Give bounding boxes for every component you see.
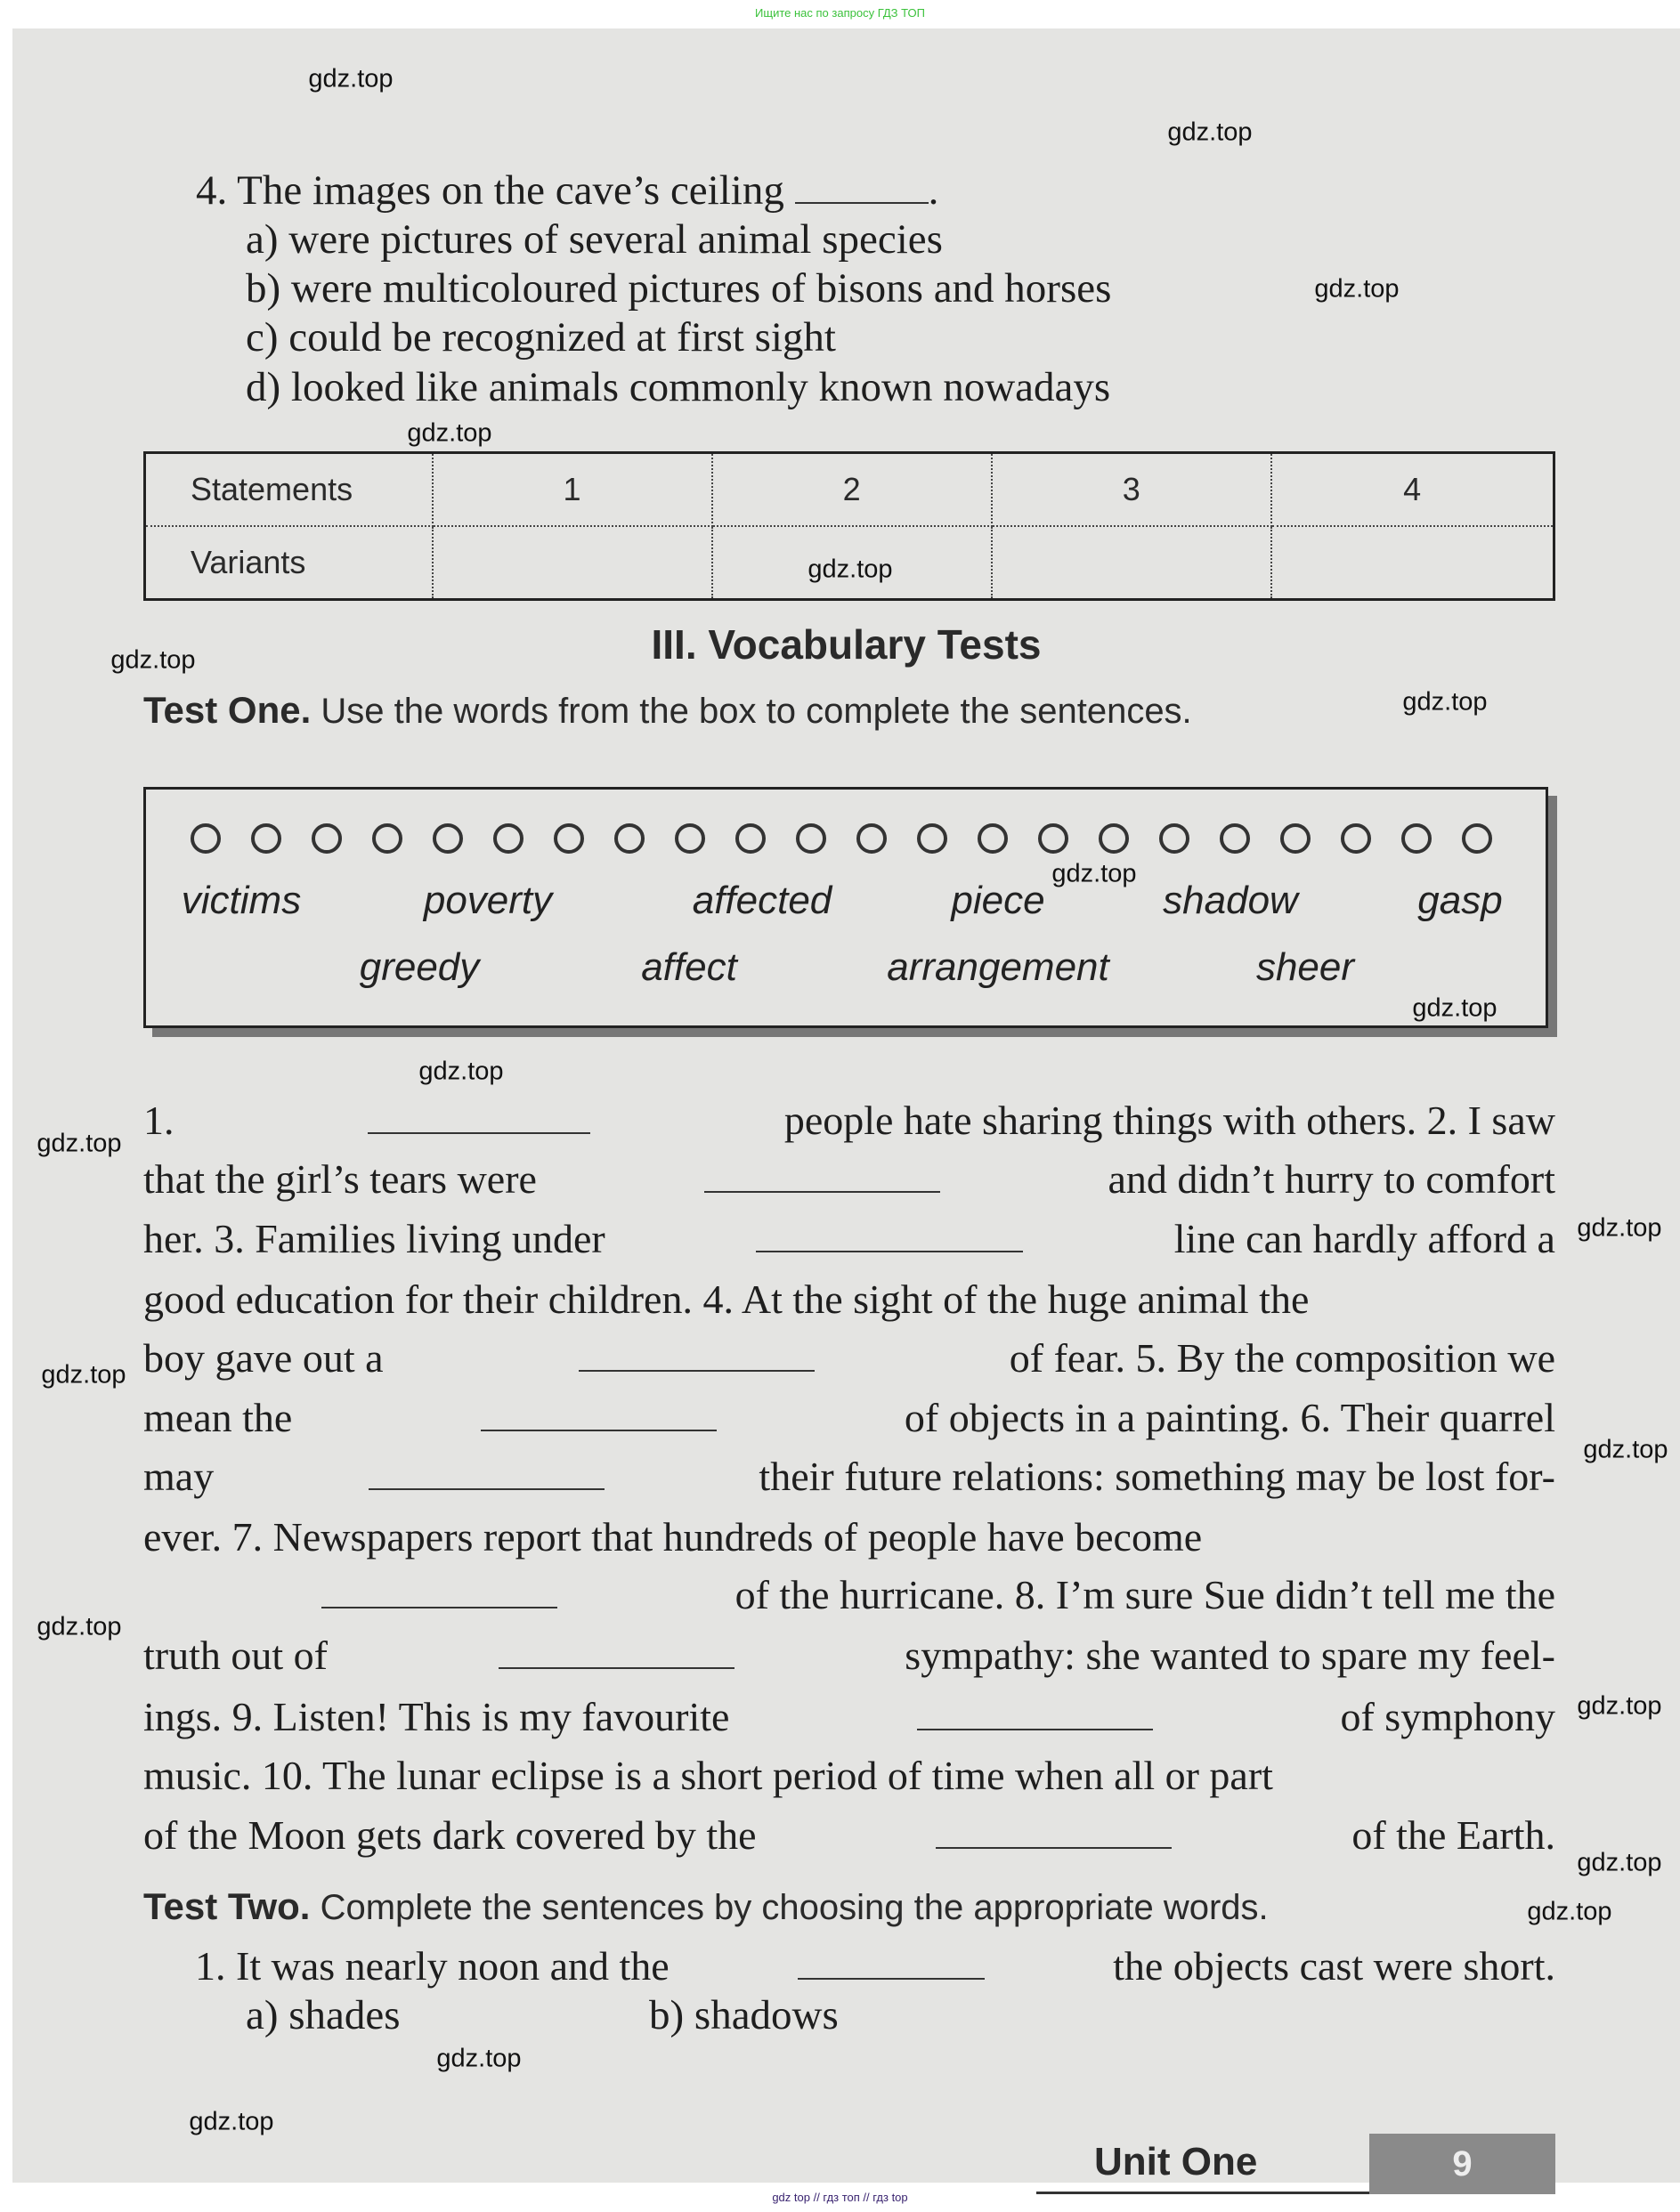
paragraph-line: [143, 1571, 1555, 1618]
paragraph-line: [143, 1752, 1555, 1799]
variant-cell[interactable]: [992, 526, 1271, 600]
line-text: people hate sharing things with others. 2. I saw: [783, 1098, 1555, 1143]
line-text: of objects in a painting. 6. Their quarrel: [904, 1395, 1555, 1440]
watermark: gdz.top: [1412, 993, 1497, 1023]
watermark: gdz.top: [1527, 1897, 1612, 1926]
ring-icon: [735, 823, 766, 854]
box-word: victims: [181, 879, 302, 922]
ring-icon: [1280, 823, 1311, 854]
variant-cell[interactable]: [433, 526, 712, 600]
test-two-label: Test Two.: [143, 1885, 311, 1927]
answer-blank: [917, 1698, 1153, 1730]
watermark: gdz.top: [110, 645, 196, 675]
ring-icon: [372, 823, 402, 854]
ring-icon: [1099, 823, 1129, 854]
question-4-stem: 4. The images on the cave’s ceiling: [196, 167, 784, 214]
ring-icon: [796, 823, 826, 854]
watermark: gdz.top: [189, 2107, 274, 2136]
ring-binding: [191, 823, 1492, 854]
ring-icon: [1341, 823, 1371, 854]
watermark: gdz.top: [808, 555, 893, 584]
paragraph-line: [143, 1811, 1555, 1859]
ring-icon: [433, 823, 463, 854]
line-text: sympathy: she wanted to spare my feel-: [905, 1633, 1555, 1678]
answer-blank: [499, 1637, 734, 1669]
paragraph-line: [143, 1276, 1555, 1323]
line-text: that the girl’s tears were: [143, 1156, 537, 1202]
watermark: gdz.top: [1051, 859, 1137, 888]
line-text: their future relations: something may be lost for-: [759, 1454, 1555, 1499]
watermark: gdz.top: [418, 1057, 504, 1086]
ring-icon: [978, 823, 1008, 854]
line-text: of the Moon gets dark covered by the: [143, 1812, 757, 1858]
watermark: gdz.top: [1577, 1691, 1662, 1721]
test-one-instruction: Use the words from the box to complete the sentences.: [321, 692, 1192, 731]
ring-icon: [856, 823, 887, 854]
line-text: may: [143, 1454, 215, 1499]
row-label-statements: Statements: [145, 453, 434, 527]
line-text: music. 10. The lunar eclipse is a short period of time when all or part: [143, 1753, 1273, 1798]
option-b: b) were multicoloured pictures of bisons and horses: [246, 265, 1112, 312]
box-word: shadow: [1163, 879, 1298, 922]
box-word: piece: [951, 879, 1045, 922]
ring-icon: [614, 823, 645, 854]
variant-cell[interactable]: [1271, 526, 1554, 600]
page-number: 9: [1369, 2134, 1555, 2194]
line-text: and didn’t hurry to comfort: [1108, 1156, 1555, 1202]
line-text: line can hardly afford a: [1173, 1216, 1555, 1261]
ring-icon: [312, 823, 342, 854]
question-4: [196, 166, 938, 215]
ring-icon: [1220, 823, 1250, 854]
paragraph-line: [143, 1215, 1555, 1262]
option-b: b) shadows: [649, 1992, 839, 2038]
answer-blank: [704, 1161, 940, 1193]
answer-blank: [756, 1220, 1023, 1252]
option-d: d) looked like animals commonly known nowadays: [246, 364, 1111, 410]
box-word: poverty: [423, 879, 553, 922]
paragraph-line: [143, 1097, 1555, 1144]
line-text: ever. 7. Newspapers report that hundreds of people have become: [143, 1514, 1203, 1560]
word-box: [143, 787, 1548, 1028]
option-a: a) were pictures of several animal species: [246, 216, 943, 263]
column-1: 1: [433, 453, 712, 527]
answer-blank: [321, 1576, 557, 1608]
test-two-question-1: [195, 1942, 1555, 1989]
watermark: gdz.top: [1402, 687, 1488, 717]
ring-icon: [675, 823, 705, 854]
box-word: arrangement: [887, 945, 1109, 989]
test-two-instruction: Complete the sentences by choosing the appropriate words.: [320, 1888, 1269, 1927]
option-a: a) shades: [246, 1992, 401, 2038]
answer-blank: [369, 1458, 605, 1490]
answer-blank: [368, 1102, 590, 1134]
answer-blank: [481, 1399, 717, 1431]
question-text: the objects cast were short.: [1113, 1943, 1555, 1989]
watermark: gdz.top: [37, 1129, 122, 1158]
watermark: gdz.top: [37, 1612, 122, 1641]
line-text: of symphony: [1340, 1694, 1555, 1739]
line-text: boy gave out a: [143, 1335, 384, 1381]
paragraph-line: [143, 1693, 1555, 1740]
box-word: sheer: [1255, 945, 1355, 989]
test-one-heading: [143, 689, 1192, 732]
textbook-page: [12, 28, 1680, 2183]
watermark: gdz.top: [1314, 274, 1400, 304]
box-word: greedy: [359, 945, 480, 989]
unit-label: Unit One: [1094, 2140, 1258, 2184]
watermark: gdz.top: [1583, 1435, 1668, 1464]
line-text: mean the: [143, 1395, 293, 1440]
paragraph-line: [143, 1394, 1555, 1441]
paragraph-line: [143, 1453, 1555, 1500]
line-text: her. 3. Families living under: [143, 1216, 605, 1261]
box-word: affected: [692, 879, 832, 922]
top-banner: Ищите нас по запросу ГДЗ ТОП: [755, 6, 925, 20]
watermark: gdz.top: [407, 418, 492, 448]
watermark: gdz.top: [1167, 117, 1253, 147]
section-title: III. Vocabulary Tests: [651, 621, 1042, 668]
line-text: 1.: [143, 1098, 174, 1143]
line-text: of fear. 5. By the composition we: [1009, 1335, 1555, 1381]
line-text: truth out of: [143, 1633, 328, 1678]
answer-blank: [798, 1948, 985, 1980]
ring-icon: [1038, 823, 1068, 854]
option-c: c) could be recognized at first sight: [246, 314, 836, 361]
test-one-label: Test One.: [143, 689, 312, 731]
ring-icon: [554, 823, 584, 854]
ring-icon: [493, 823, 523, 854]
answer-blank: [936, 1817, 1172, 1849]
question-text: 1. It was nearly noon and the: [195, 1943, 670, 1989]
line-text: of the hurricane. 8. I’m sure Sue didn’t tell me the: [734, 1572, 1555, 1617]
line-text: of the Earth.: [1351, 1812, 1555, 1858]
ring-icon: [1462, 823, 1492, 854]
ring-icon: [191, 823, 221, 854]
watermark: gdz.top: [1577, 1848, 1662, 1877]
row-label-variants: Variants: [145, 526, 434, 600]
line-text: ings. 9. Listen! This is my favourite: [143, 1694, 730, 1739]
watermark: gdz.top: [308, 64, 394, 93]
watermark: gdz.top: [1577, 1213, 1662, 1243]
ring-icon: [1401, 823, 1432, 854]
watermark: gdz.top: [41, 1360, 126, 1390]
answer-blank: [795, 172, 929, 204]
paragraph-line: [143, 1513, 1555, 1560]
column-3: 3: [992, 453, 1271, 527]
ring-icon: [251, 823, 281, 854]
column-2: 2: [712, 453, 992, 527]
box-word: gasp: [1417, 879, 1503, 922]
paragraph-line: [143, 1155, 1555, 1203]
paragraph-line: [143, 1334, 1555, 1381]
question-4-end: .: [928, 167, 939, 214]
paragraph-line: [143, 1632, 1555, 1679]
ring-icon: [917, 823, 947, 854]
test-two-heading: [143, 1885, 1269, 1928]
bottom-banner: gdz top // гдз топ // гдз top: [772, 2191, 908, 2204]
watermark: gdz.top: [436, 2044, 522, 2073]
line-text: good education for their children. 4. At the sight of the huge animal the: [143, 1276, 1310, 1322]
ring-icon: [1159, 823, 1189, 854]
column-4: 4: [1271, 453, 1554, 527]
answer-blank: [579, 1340, 815, 1372]
box-word: affect: [641, 945, 737, 989]
